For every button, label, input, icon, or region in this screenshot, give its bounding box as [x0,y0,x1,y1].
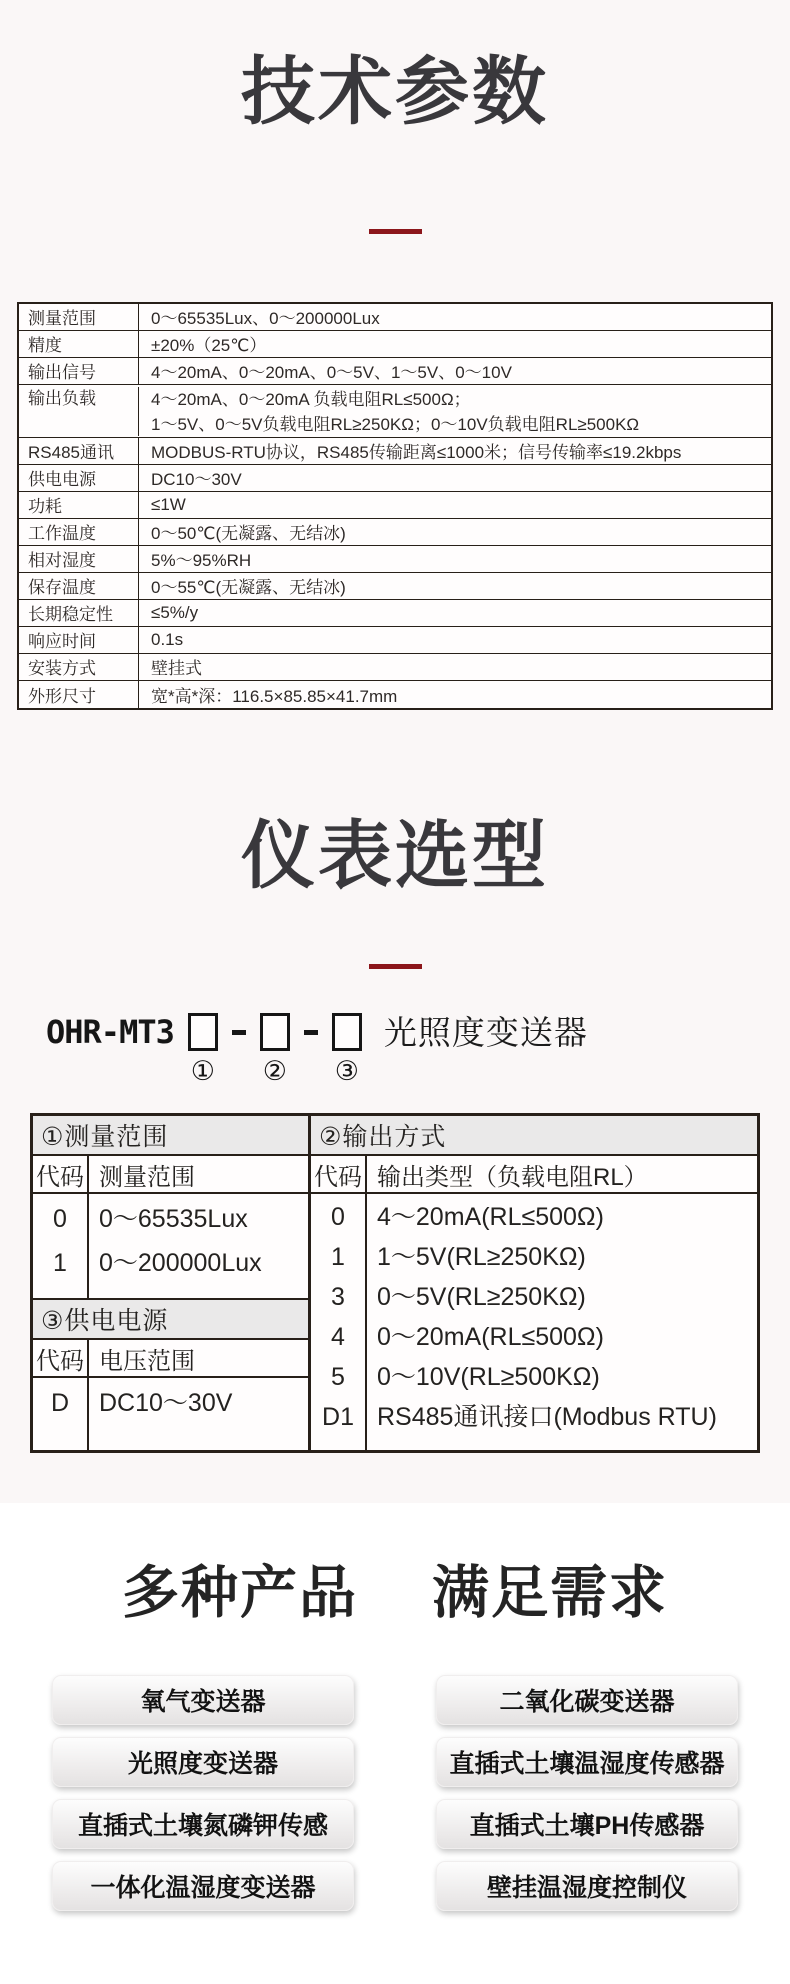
model-selection-section [0,810,790,1454]
code-cell: D [50,1389,70,1417]
spec-value: 0～65535Lux、0～200000Lux [151,309,380,328]
red-divider [369,964,422,969]
products-section [0,1503,790,1984]
spec-value: 5%～95%RH [151,551,252,570]
code-column-header: 代码 [33,1156,89,1192]
spec-row-output-load [19,385,771,438]
spec-value-line-2: 1～5V、0～5V负载电阻RL≥250KΩ；0～10V负载电阻RL≥500KΩ [151,414,640,434]
product-button-integrated-temp-humidity[interactable]: 一体化温湿度变送器 [52,1861,354,1911]
value-cell: 1～5V(RL≥250KΩ) [377,1243,586,1271]
spec-value: MODBUS-RTU协议，RS485传输距离≤1000米；信号传输率≤19.2kbps [151,443,682,462]
code-cell: 1 [331,1243,345,1271]
product-button-wall-controller[interactable]: 壁挂温湿度控制仪 [436,1861,738,1911]
selection-table-left [33,1116,311,1450]
spec-label: RS485通讯 [19,438,139,464]
value-cell: 0～20mA(RL≤500Ω) [377,1323,604,1351]
value-cell: DC10～30V [99,1389,233,1417]
spec-label: 相对湿度 [19,546,139,572]
power-supply-header: ③供电电源 [33,1300,308,1340]
product-button-oxygen[interactable]: 氧气变送器 [52,1675,354,1725]
code-cell: 0 [53,1205,67,1233]
spec-row-storage-temp [19,573,771,600]
circled-2-label: ② [262,1056,287,1086]
code-column-header: 代码 [33,1340,89,1376]
spec-row-humidity [19,546,771,573]
spec-value: ≤5%/y [151,602,199,622]
spec-value: 0～50℃(无凝露、无结冰) [151,524,346,543]
model-code-line [0,1013,790,1085]
tech-params-title: 技术参数 [241,50,549,133]
spec-label: 输出信号 [19,358,139,384]
spec-label: 长期稳定性 [19,600,139,626]
measure-range-header: ①测量范围 [33,1116,308,1156]
products-title-left: 多种产品 [122,1561,358,1625]
output-subheader-row [311,1156,757,1194]
spec-value: ±20%（25℃） [151,336,267,355]
spec-value: 壁挂式 [151,659,202,678]
spec-value: DC10～30V [151,470,242,489]
spec-label: 精度 [19,331,139,357]
spec-value: ≤1W [151,494,186,514]
products-title [0,1547,790,1629]
tech-params-section [0,0,790,710]
value-cell: 0～5V(RL≥250KΩ) [377,1283,586,1311]
output-data-rows [311,1194,757,1450]
output-codes [311,1194,367,1450]
spec-row-dimensions [19,681,771,708]
product-button-illuminance[interactable]: 光照度变送器 [52,1737,354,1787]
spec-label: 响应时间 [19,627,139,653]
spec-row-mounting [19,654,771,681]
value-cell: 0～10V(RL≥500KΩ) [377,1363,600,1391]
dash-separator-icon [304,1030,318,1035]
product-button-soil-temp-humidity[interactable]: 直插式土壤温湿度传感器 [436,1737,738,1787]
spec-row-accuracy [19,331,771,358]
spec-table [17,302,773,710]
spec-row-output-signal [19,358,771,385]
model-suffix: 光照度变送器 [383,1014,588,1051]
spec-row-measure-range [19,304,771,331]
spec-value: 4～20mA、0～20mA、0～5V、1～5V、0～10V [151,363,512,382]
spec-label: 供电电源 [19,465,139,491]
measure-codes [33,1194,89,1298]
spec-label: 外形尺寸 [19,681,139,708]
products-title-right: 满足需求 [432,1561,668,1625]
selection-table-right [311,1116,757,1450]
value-cell: 0～65535Lux [99,1205,248,1233]
model-slot-2 [260,1013,290,1085]
spec-value: 0～55℃(无凝露、无结冰) [151,578,346,597]
power-values [89,1378,308,1450]
code-column-header: 代码 [311,1156,367,1192]
value-cell: RS485通讯接口(Modbus RTU) [377,1403,717,1431]
products-grid [0,1675,790,1911]
product-button-soil-npk[interactable]: 直插式土壤氮磷钾传感 [52,1799,354,1849]
spec-row-working-temp [19,519,771,546]
code-cell: 1 [53,1249,67,1277]
value-cell: 0～200000Lux [99,1249,262,1277]
output-values [367,1194,757,1450]
value-column-header: 输出类型（负载电阻RL） [377,1163,648,1191]
code-cell: 4 [331,1323,345,1351]
spec-row-rs485 [19,438,771,465]
model-prefix: OHR-MT3 [46,1013,174,1051]
measure-subheader-row [33,1156,308,1194]
output-mode-header: ②输出方式 [311,1116,757,1156]
value-column-header: 电压范围 [99,1347,195,1375]
spec-value: 0.1s [151,629,184,649]
code-cell: 0 [331,1203,345,1231]
spec-row-power-supply [19,465,771,492]
power-codes [33,1378,89,1450]
code-cell: 3 [331,1283,345,1311]
model-slot-1 [188,1013,218,1085]
spec-value [139,387,771,437]
model-selection-title: 仪表选型 [241,813,549,897]
red-divider [369,229,422,234]
product-button-co2[interactable]: 二氧化碳变送器 [436,1675,738,1725]
spec-label-wrap [19,387,139,436]
power-subheader-row [33,1340,308,1378]
code-cell: 5 [331,1363,345,1391]
spec-label: 保存温度 [19,573,139,599]
spec-label: 测量范围 [19,304,139,330]
circled-3-label: ③ [334,1056,359,1086]
code-cell: D1 [322,1403,354,1431]
spec-value: 宽*高*深：116.5×85.85×41.7mm [151,686,398,706]
measure-data-rows [33,1194,308,1300]
spec-value-line-1: 4～20mA、0～20mA 负载电阻RL≤500Ω； [151,389,471,409]
spec-row-response-time [19,627,771,654]
spec-label: 安装方式 [19,654,139,680]
selection-table [30,1113,760,1453]
value-column-header: 测量范围 [99,1163,195,1191]
model-slot-box-icon [188,1013,218,1051]
dash-separator-icon [232,1030,246,1035]
spec-label: 功耗 [19,492,139,518]
value-cell: 4～20mA(RL≤500Ω) [377,1203,604,1231]
model-slot-box-icon [332,1013,362,1051]
measure-values [89,1194,308,1298]
spec-row-power-consumption [19,492,771,519]
spec-label: 输出负载 [28,388,96,408]
power-data-rows [33,1378,308,1450]
spec-row-stability [19,600,771,627]
model-slot-box-icon [260,1013,290,1051]
model-slot-3 [332,1013,362,1085]
circled-1-label: ① [190,1056,215,1086]
spec-label: 工作温度 [19,519,139,545]
product-button-soil-ph[interactable]: 直插式土壤PH传感器 [436,1799,738,1849]
